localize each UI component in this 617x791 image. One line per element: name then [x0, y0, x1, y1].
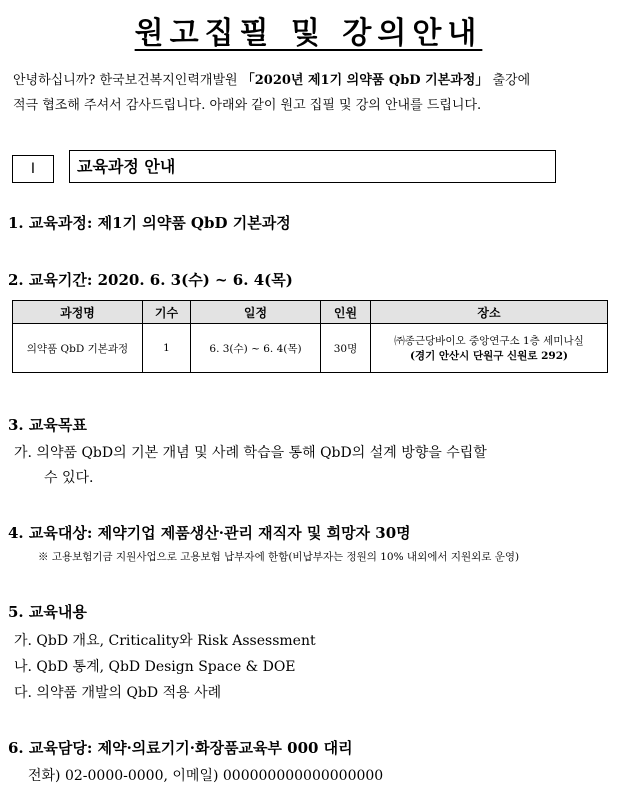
- intro-line-2: 적극 협조해 주셔서 감사드립니다. 아래와 같이 원고 집필 및 강의 안내를 드립니다.: [13, 98, 482, 113]
- header-cohort: 기수: [143, 301, 191, 324]
- target-note: ※ 고용보험기금 지원사업으로 고용보험 납부자에 한함(비납부자는 정원의 10% 내외에서 지원외로 운영): [38, 551, 520, 563]
- cell-course: 의약품 QbD 기본과정: [13, 324, 143, 373]
- section-title-box: 교육과정 안내: [69, 150, 556, 183]
- item-target-heading: 4. 교육대상: 제약기업 제품생산·관리 재직자 및 희망자 30명: [8, 524, 411, 542]
- content-line-2: 나. QbD 통계, QbD Design Space & DOE: [14, 659, 296, 675]
- place-address: (경기 안산시 단원구 신원로 292): [409, 350, 569, 362]
- content-line-1: 가. QbD 개요, Criticality와 Risk Assessment: [14, 633, 316, 649]
- course-name-emphasis: 「2020년 제1기 의약품 QbD 기본과정」: [241, 73, 489, 88]
- place-name: ㈜종근당바이오 중앙연구소 1층 세미나실: [394, 335, 584, 347]
- item-period: 2. 교육기간: 2020. 6. 3(수) ~ 6. 4(목): [8, 271, 293, 289]
- goal-line-1: 가. 의약품 QbD의 기본 개념 및 사례 학습을 통해 QbD의 설계 방향을 수립할: [14, 445, 487, 461]
- cell-dates: 6. 3(수) ~ 6. 4(목): [191, 324, 321, 373]
- intro-line-1: [13, 68, 609, 93]
- header-place: 장소: [371, 301, 608, 324]
- header-dates: 일정: [191, 301, 321, 324]
- content-line-3: 다. 의약품 개발의 QbD 적용 사례: [14, 685, 222, 701]
- cell-people: 30명: [321, 324, 371, 373]
- section-number-box: Ⅰ: [12, 155, 54, 183]
- table-row: [13, 324, 608, 373]
- schedule-header-row: [13, 301, 608, 324]
- item-goal-heading: 3. 교육목표: [8, 416, 87, 434]
- header-course: 과정명: [13, 301, 143, 324]
- schedule-table: [12, 300, 608, 373]
- cell-place: [371, 324, 608, 373]
- item-course: 1. 교육과정: 제1기 의약품 QbD 기본과정: [8, 214, 291, 232]
- contact-line: 전화) 02-0000-0000, 이메일) 000000000000000000: [28, 768, 384, 784]
- header-people: 인원: [321, 301, 371, 324]
- intro-paragraph: [13, 68, 609, 118]
- goal-line-2: 수 있다.: [44, 470, 94, 486]
- item-contact-heading: 6. 교육담당: 제약·의료기기·화장품교육부 000 대리: [8, 739, 353, 757]
- intro-text-pre: 안녕하십니까? 한국보건복지인력개발원: [13, 73, 242, 88]
- intro-text-post: 출강에: [488, 73, 531, 88]
- item-content-heading: 5. 교육내용: [8, 603, 87, 621]
- document-title: 원고집필 및 강의안내: [134, 16, 483, 51]
- cell-cohort: 1: [143, 324, 191, 373]
